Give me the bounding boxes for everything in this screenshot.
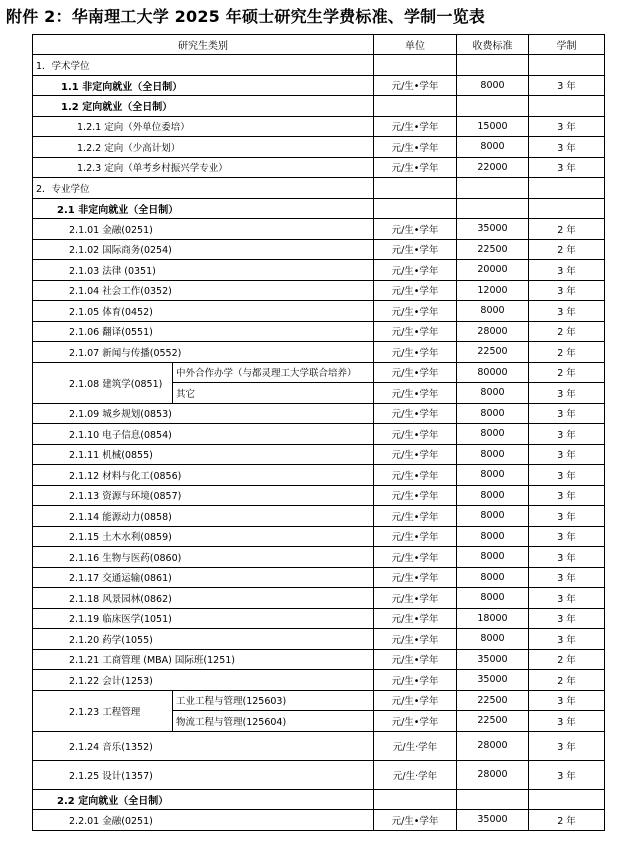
fee-cell: 28000 xyxy=(457,731,529,760)
duration-cell: 3 年 xyxy=(529,588,605,609)
unit-cell: 元/生•学年 xyxy=(374,301,457,322)
duration-cell: 3 年 xyxy=(529,280,605,301)
fee-cell: 28000 xyxy=(457,760,529,789)
duration-cell: 3 年 xyxy=(529,465,605,486)
header-fee: 收费标准 xyxy=(457,35,529,55)
table-row xyxy=(33,810,605,831)
fee-cell: 80000 xyxy=(457,362,529,383)
program-name: 2.1.17 交通运输(0861) xyxy=(33,567,374,588)
table-row xyxy=(33,321,605,342)
sub-program-name: 其它 xyxy=(173,383,374,404)
program-name: 2.1.23 工程管理 xyxy=(33,690,173,731)
header-category: 研究生类别 xyxy=(33,35,374,55)
duration-cell: 3 年 xyxy=(529,567,605,588)
duration-cell: 2 年 xyxy=(529,362,605,383)
table-row xyxy=(33,239,605,260)
fee-cell: 8000 xyxy=(457,383,529,404)
table-row xyxy=(33,280,605,301)
unit-cell: 元/生•学年 xyxy=(374,444,457,465)
unit-cell: 元/生•学年 xyxy=(374,465,457,486)
program-name: 2.1.25 设计(1357) xyxy=(33,760,374,789)
fee-cell: 28000 xyxy=(457,321,529,342)
fee-cell: 8000 xyxy=(457,485,529,506)
fee-cell: 18000 xyxy=(457,608,529,629)
unit-cell: 元/生•学年 xyxy=(374,649,457,670)
table-row xyxy=(33,608,605,629)
unit-cell: 元/生•学年 xyxy=(374,137,457,158)
table-row xyxy=(33,485,605,506)
duration-cell: 2 年 xyxy=(529,810,605,831)
duration-cell: 3 年 xyxy=(529,629,605,650)
duration-cell: 3 年 xyxy=(529,547,605,568)
duration-cell: 3 年 xyxy=(529,75,605,96)
unit-cell: 元/生•学年 xyxy=(374,260,457,281)
table-row xyxy=(33,301,605,322)
program-name: 2.1.06 翻译(0551) xyxy=(33,321,374,342)
duration-cell: 3 年 xyxy=(529,424,605,445)
program-name: 2.1.10 电子信息(0854) xyxy=(33,424,374,445)
program-name: 1.2.2 定向（少高计划） xyxy=(33,137,374,158)
fee-cell: 8000 xyxy=(457,629,529,650)
fee-cell: 8000 xyxy=(457,137,529,158)
table-row xyxy=(33,690,605,711)
table-row xyxy=(33,506,605,527)
unit-cell: 元/生•学年 xyxy=(374,711,457,732)
duration-cell: 3 年 xyxy=(529,301,605,322)
unit-cell: 元/生•学年 xyxy=(374,362,457,383)
program-name: 1.2.3 定向（单考乡村振兴学专业） xyxy=(33,157,374,178)
duration-cell: 2 年 xyxy=(529,342,605,363)
duration-cell: 3 年 xyxy=(529,383,605,404)
table-row xyxy=(33,75,605,96)
program-name: 2.1.02 国际商务(0254) xyxy=(33,239,374,260)
unit-cell: 元/生•学年 xyxy=(374,219,457,240)
program-name: 2.1.19 临床医学(1051) xyxy=(33,608,374,629)
program-name: 2.1.04 社会工作(0352) xyxy=(33,280,374,301)
table-header-row xyxy=(33,35,605,55)
header-unit: 单位 xyxy=(374,35,457,55)
fee-cell: 8000 xyxy=(457,526,529,547)
program-name: 2.1.18 风景园林(0862) xyxy=(33,588,374,609)
unit-cell: 元/生•学年 xyxy=(374,485,457,506)
duration-cell: 2 年 xyxy=(529,649,605,670)
unit-cell: 元/生•学年 xyxy=(374,547,457,568)
program-name: 2.1.11 机械(0855) xyxy=(33,444,374,465)
table-row xyxy=(33,567,605,588)
section-row xyxy=(33,55,605,76)
program-name: 2.1.16 生物与医药(0860) xyxy=(33,547,374,568)
duration-cell: 2 年 xyxy=(529,321,605,342)
duration-cell: 3 年 xyxy=(529,690,605,711)
unit-cell: 元/生•学年 xyxy=(374,670,457,691)
table-row xyxy=(33,526,605,547)
unit-cell: 元/生•学年 xyxy=(374,506,457,527)
table-row xyxy=(33,670,605,691)
unit-cell: 元/生•学年 xyxy=(374,280,457,301)
sub-program-name: 物流工程与管理(125604) xyxy=(173,711,374,732)
unit-cell: 元/生•学年 xyxy=(374,383,457,404)
unit-cell: 元/生•学年 xyxy=(374,588,457,609)
table-row xyxy=(33,219,605,240)
section-professional-nondirected: 2.1 非定向就业（全日制） xyxy=(33,198,374,219)
table-row xyxy=(33,465,605,486)
fee-cell: 8000 xyxy=(457,588,529,609)
section-row xyxy=(33,789,605,810)
duration-cell: 3 年 xyxy=(529,506,605,527)
program-name: 2.1.08 建筑学(0851) xyxy=(33,362,173,403)
program-name: 2.1.01 金融(0251) xyxy=(33,219,374,240)
duration-cell: 3 年 xyxy=(529,760,605,789)
table-row xyxy=(33,260,605,281)
fee-cell: 8000 xyxy=(457,567,529,588)
unit-cell: 元/生•学年 xyxy=(374,321,457,342)
table-row xyxy=(33,629,605,650)
fee-cell: 8000 xyxy=(457,547,529,568)
fee-cell: 22500 xyxy=(457,342,529,363)
table-row xyxy=(33,588,605,609)
fee-cell: 8000 xyxy=(457,403,529,424)
table-row xyxy=(33,649,605,670)
duration-cell: 2 年 xyxy=(529,239,605,260)
program-name: 2.1.13 资源与环境(0857) xyxy=(33,485,374,506)
fee-cell: 35000 xyxy=(457,810,529,831)
duration-cell: 3 年 xyxy=(529,731,605,760)
table-row xyxy=(33,137,605,158)
program-name: 2.2.01 金融(0251) xyxy=(33,810,374,831)
section-professional-directed: 2.2 定向就业（全日制） xyxy=(33,789,374,810)
unit-cell: 元/生•学年 xyxy=(374,157,457,178)
duration-cell: 3 年 xyxy=(529,137,605,158)
fee-cell: 8000 xyxy=(457,506,529,527)
page-title: 附件 2：华南理工大学 2025 年硕士研究生学费标准、学制一览表 xyxy=(6,7,485,26)
fee-cell: 8000 xyxy=(457,465,529,486)
fee-cell: 22500 xyxy=(457,690,529,711)
table-row xyxy=(33,342,605,363)
fee-cell: 8000 xyxy=(457,444,529,465)
unit-cell: 元/生•学年 xyxy=(374,567,457,588)
section-row xyxy=(33,198,605,219)
table-row xyxy=(33,424,605,445)
unit-cell: 元/生•学年 xyxy=(374,526,457,547)
program-name: 1.2.1 定向（外单位委培） xyxy=(33,116,374,137)
table-row xyxy=(33,362,605,383)
fee-cell: 35000 xyxy=(457,219,529,240)
fee-table xyxy=(32,34,605,831)
header-duration: 学制 xyxy=(529,35,605,55)
duration-cell: 2 年 xyxy=(529,219,605,240)
program-name: 2.1.09 城乡规划(0853) xyxy=(33,403,374,424)
duration-cell: 3 年 xyxy=(529,608,605,629)
program-name: 2.1.03 法律 (0351) xyxy=(33,260,374,281)
fee-cell: 8000 xyxy=(457,424,529,445)
table-row xyxy=(33,760,605,789)
duration-cell: 3 年 xyxy=(529,403,605,424)
section-row xyxy=(33,178,605,199)
program-name: 2.1.21 工商管理 (MBA) 国际班(1251) xyxy=(33,649,374,670)
table-row xyxy=(33,403,605,424)
fee-cell: 22500 xyxy=(457,239,529,260)
program-name: 2.1.15 土木水利(0859) xyxy=(33,526,374,547)
fee-cell: 15000 xyxy=(457,116,529,137)
duration-cell: 3 年 xyxy=(529,116,605,137)
fee-cell: 22000 xyxy=(457,157,529,178)
program-name: 2.1.05 体育(0452) xyxy=(33,301,374,322)
fee-cell: 8000 xyxy=(457,301,529,322)
table-row xyxy=(33,116,605,137)
unit-cell: 元/生•学年 xyxy=(374,690,457,711)
unit-cell: 元/生•学年 xyxy=(374,75,457,96)
fee-cell: 8000 xyxy=(457,75,529,96)
table-row xyxy=(33,444,605,465)
program-name: 2.1.14 能源动力(0858) xyxy=(33,506,374,527)
duration-cell: 2 年 xyxy=(529,670,605,691)
unit-cell: 元/生•学年 xyxy=(374,239,457,260)
program-name: 2.1.07 新闻与传播(0552) xyxy=(33,342,374,363)
table-row xyxy=(33,731,605,760)
unit-cell: 元/生•学年 xyxy=(374,342,457,363)
fee-cell: 12000 xyxy=(457,280,529,301)
unit-cell: 元/生•学年 xyxy=(374,403,457,424)
program-name: 2.1.20 药学(1055) xyxy=(33,629,374,650)
fee-cell: 35000 xyxy=(457,649,529,670)
program-name: 2.1.12 材料与化工(0856) xyxy=(33,465,374,486)
section-academic-directed: 1.2 定向就业（全日制） xyxy=(33,96,374,117)
duration-cell: 3 年 xyxy=(529,526,605,547)
unit-cell: 元/生·学年 xyxy=(374,760,457,789)
sub-program-name: 中外合作办学（与都灵理工大学联合培养） xyxy=(173,362,374,383)
program-name: 2.1.24 音乐(1352) xyxy=(33,731,374,760)
program-name: 2.1.22 会计(1253) xyxy=(33,670,374,691)
duration-cell: 3 年 xyxy=(529,444,605,465)
unit-cell: 元/生•学年 xyxy=(374,116,457,137)
section-professional: 2．专业学位 xyxy=(33,178,374,199)
fee-cell: 20000 xyxy=(457,260,529,281)
unit-cell: 元/生·学年 xyxy=(374,731,457,760)
fee-cell: 35000 xyxy=(457,670,529,691)
fee-cell: 22500 xyxy=(457,711,529,732)
duration-cell: 3 年 xyxy=(529,260,605,281)
unit-cell: 元/生•学年 xyxy=(374,810,457,831)
duration-cell: 3 年 xyxy=(529,157,605,178)
unit-cell: 元/生•学年 xyxy=(374,629,457,650)
sub-program-name: 工业工程与管理(125603) xyxy=(173,690,374,711)
table-row xyxy=(33,157,605,178)
section-row xyxy=(33,96,605,117)
duration-cell: 3 年 xyxy=(529,711,605,732)
unit-cell: 元/生•学年 xyxy=(374,608,457,629)
section-academic: 1．学术学位 xyxy=(33,55,374,76)
table-row xyxy=(33,547,605,568)
duration-cell: 3 年 xyxy=(529,485,605,506)
unit-cell: 元/生•学年 xyxy=(374,424,457,445)
section-academic-nondirected: 1.1 非定向就业（全日制） xyxy=(33,75,374,96)
